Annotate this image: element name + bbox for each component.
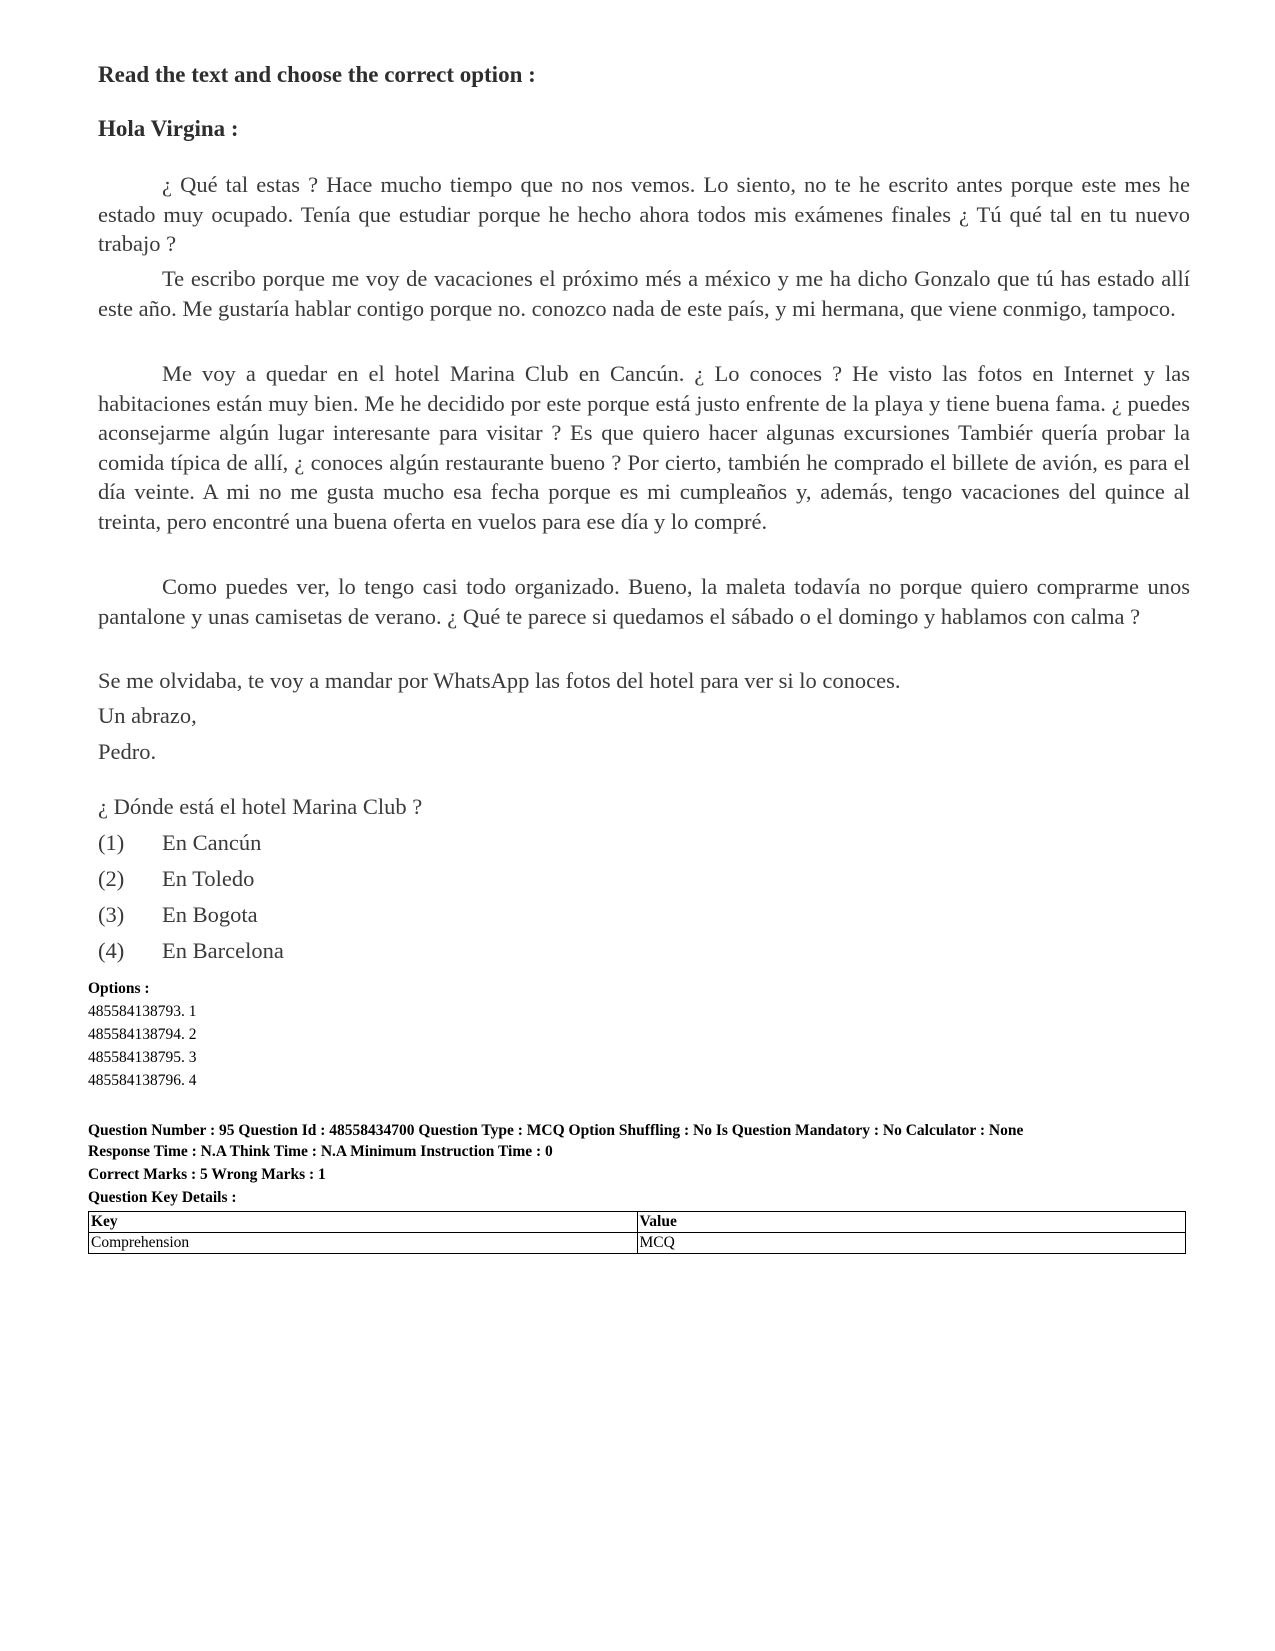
option-text: En Cancún — [162, 830, 262, 855]
option-number: (3) — [98, 902, 125, 927]
table-header-value: Value — [637, 1212, 1186, 1233]
option-id-line: 485584138796. 4 — [88, 1072, 197, 1089]
letter-greeting: Hola Virgina : — [98, 116, 239, 141]
instruction-heading: Read the text and choose the correct option : — [98, 62, 536, 87]
letter-paragraph: Me voy a quedar en el hotel Marina Club en Cancún. ¿ Lo conoces ? He visto las fotos en Internet y las habitaciones están muy bien. Me he decidido por este porque está justo enfrente de la playa y tiene buena fama. ¿ puedes aconsejarme algún lugar interesante para visitar ? Es que quiero hacer algunas excursiones Tambiér quería probar la comida típica de allí, ¿ conoces algún restaurante bueno ? Por cierto, también he comprado el billete de avión, es para el día veinte. A mi no me gusta mucho esa fecha porque es mi cumpleaños y, además, tengo vacaciones del quince al treinta, pero encontré una buena oferta en vuelos para ese día y lo compré. — [98, 361, 1190, 534]
letter-paragraph: ¿ Qué tal estas ? Hace mucho tiempo que no nos vemos. Lo siento, no te he escrito antes porque este mes he estado muy ocupado. Tenía que estudiar porque he hecho ahora todos mis exámenes finales ¿ Tú qué tal en tu nuevo trabajo ? — [98, 172, 1190, 256]
option-text: En Bogota — [162, 902, 258, 927]
option-number: (1) — [98, 830, 125, 855]
table-cell-value: MCQ — [637, 1233, 1186, 1254]
letter-paragraph: Te escribo porque me voy de vacaciones el próximo més a méxico y me ha dicho Gonzalo que tú has estado allí este año. Me gustaría hablar contigo porque no. conozco nada de este país, y mi hermana, que viene conmigo, tampoco. — [98, 266, 1190, 321]
option-id-line: 485584138793. 1 — [88, 1003, 197, 1020]
option-id-line: 485584138794. 2 — [88, 1026, 197, 1043]
answer-option — [98, 830, 261, 856]
marks-line: Correct Marks : 5 Wrong Marks : 1 — [88, 1166, 326, 1183]
option-number: (2) — [98, 866, 125, 891]
letter-paragraph: Como puedes ver, lo tengo casi todo organizado. Bueno, la maleta todavía no porque quiero comprarme unos pantalone y unas camisetas de verano. ¿ Qué te parece si quedamos el sábado o el domingo y hablamos con calma ? — [98, 574, 1190, 629]
option-text: En Barcelona — [162, 938, 284, 963]
table-header-key: Key — [89, 1212, 638, 1233]
table-row — [89, 1233, 1186, 1254]
question-text: ¿ Dónde está el hotel Marina Club ? — [98, 794, 423, 819]
table-cell-key: Comprehension — [89, 1233, 638, 1254]
key-details-table — [88, 1211, 1186, 1254]
table-header-row — [89, 1212, 1186, 1233]
answer-option — [98, 902, 258, 928]
key-details-label: Question Key Details : — [88, 1189, 237, 1206]
letter-postscript: Se me olvidaba, te voy a mandar por WhatsApp las fotos del hotel para ver si lo conoces. — [98, 668, 901, 693]
option-number: (4) — [98, 938, 125, 963]
question-meta-line: Response Time : N.A Think Time : N.A Minimum Instruction Time : 0 — [88, 1143, 553, 1160]
option-text: En Toledo — [162, 866, 255, 891]
options-label: Options : — [88, 980, 150, 997]
answer-option — [98, 938, 284, 964]
option-id-line: 485584138795. 3 — [88, 1049, 197, 1066]
letter-signature: Pedro. — [98, 739, 157, 764]
answer-option — [98, 866, 254, 892]
question-meta-line: Question Number : 95 Question Id : 48558434700 Question Type : MCQ Option Shuffling : No Is Question Mandatory : No Calculator : None — [88, 1122, 1024, 1139]
letter-closing: Un abrazo, — [98, 703, 197, 728]
